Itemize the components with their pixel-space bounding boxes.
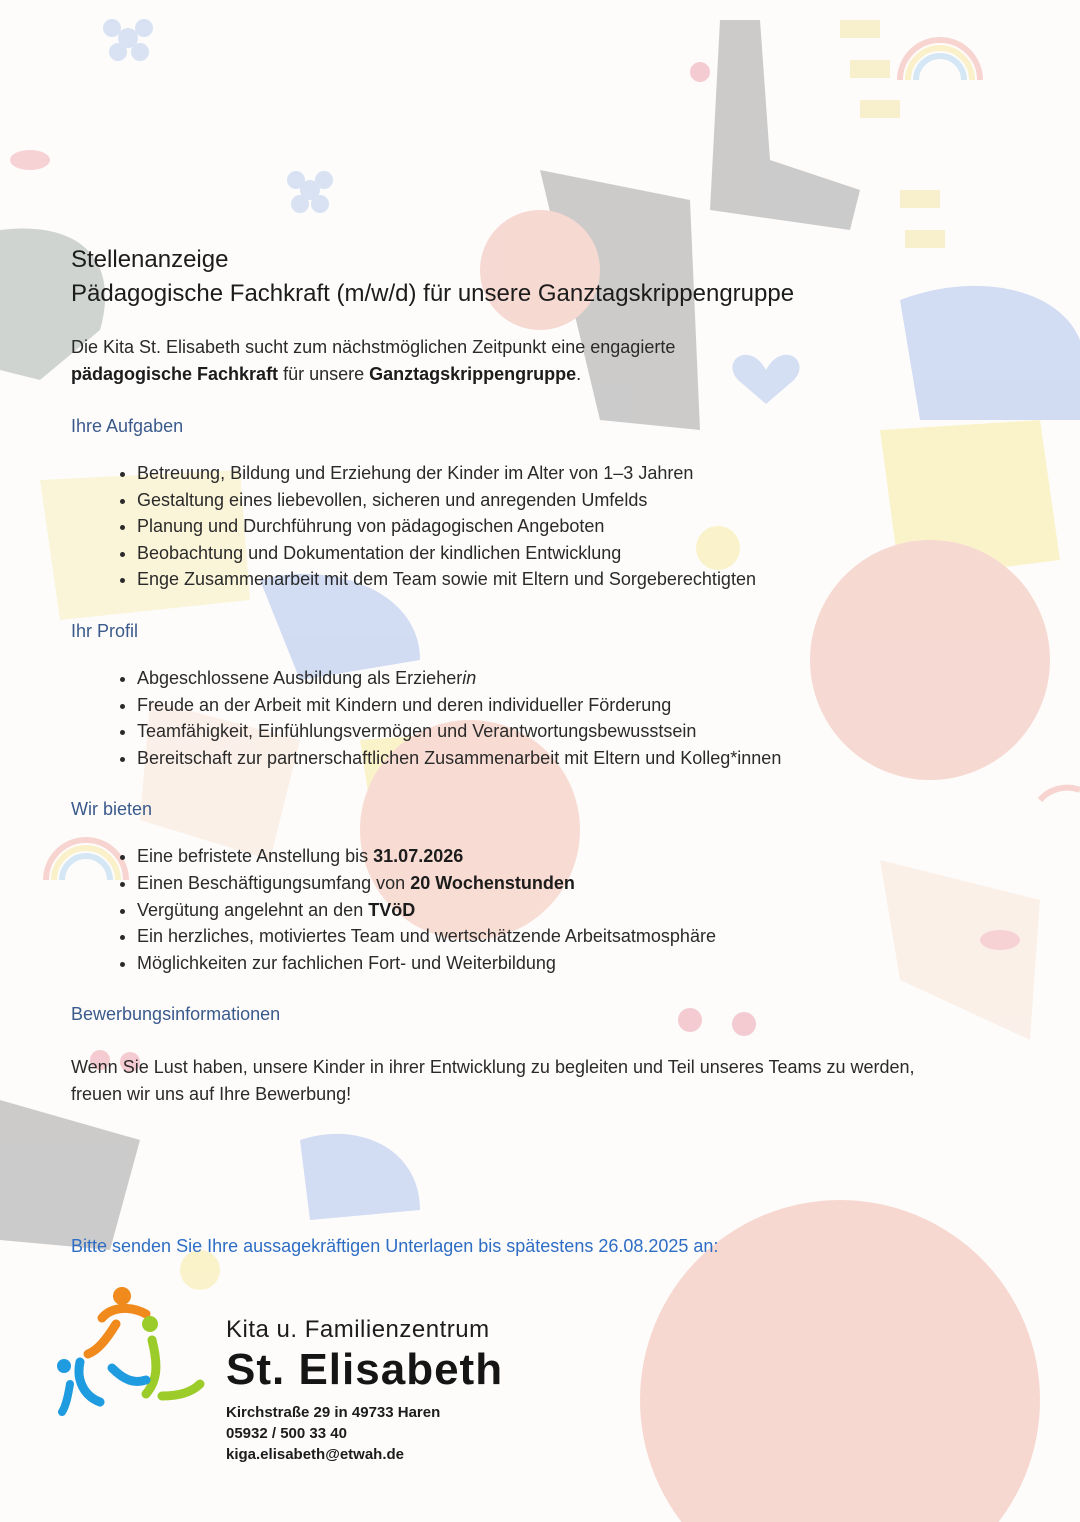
bieten-list (71, 843, 951, 976)
list-item: • Planung und Durchführung von pädagogischen Angeboten (137, 513, 951, 540)
phone: 05932 / 500 33 40 (226, 1425, 347, 1442)
section-heading-bieten: Wir bieten (71, 799, 153, 820)
list-item: • Einen Beschäftigungsumfang von 20 Wochenstunden (137, 870, 951, 897)
list-item: • Vergütung angelehnt an den TVöD (137, 897, 951, 924)
organization-type: Kita u. Familienzentrum (226, 1316, 490, 1343)
address: Kirchstraße 29 in 49733 Haren (226, 1404, 441, 1421)
closing-paragraph: Wenn Sie Lust haben, unsere Kinder in ihrer Entwicklung zu begleiten und Teil unseres Teams zu werden, freuen wir uns auf Ihre Bewerbung! (71, 1057, 915, 1105)
list-item: • Möglichkeiten zur fachlichen Fort- und Weiterbildung (137, 950, 951, 977)
contact-block (226, 1316, 503, 1465)
application-deadline-note: Bitte senden Sie Ihre aussagekräftigen Unterlagen bis spätestens 26.08.2025 an: (71, 1236, 719, 1256)
page-title: Pädagogische Fachkraft (m/w/d) für unsere Ganztagskrippengruppe (71, 280, 795, 307)
list-item: • Teamfähigkeit, Einfühlungsvermögen und Verantwortungsbewusstsein (137, 718, 951, 745)
list-item: • Ein herzliches, motiviertes Team und wertschätzende Arbeitsatmosphäre (137, 923, 951, 950)
list-item: • Betreuung, Bildung und Erziehung der Kinder im Alter von 1–3 Jahren (137, 460, 951, 487)
list-item: • Eine befristete Anstellung bis 31.07.2026 (137, 843, 951, 870)
section-heading-profil: Ihr Profil (71, 620, 139, 641)
ad-label: Stellenanzeige (71, 246, 229, 273)
profil-list (71, 665, 951, 771)
list-item: • Bereitschaft zur partnerschaftlichen Zusammenarbeit mit Eltern und Kolleg*innen (137, 745, 951, 772)
section-heading-bewerbung: Bewerbungsinformationen (71, 1004, 281, 1025)
list-item: • Enge Zusammenarbeit mit dem Team sowie mit Eltern und Sorgeberechtigten (137, 566, 951, 593)
flower-icon (287, 171, 333, 213)
list-item: • Beobachtung und Dokumentation der kindlichen Entwicklung (137, 540, 951, 567)
section-heading-aufgaben: Ihre Aufgaben (71, 416, 184, 436)
list-item: • Freude an der Arbeit mit Kindern und deren individueller Förderung (137, 692, 951, 719)
kita-logo-icon (50, 1284, 210, 1424)
flower-icon (103, 19, 153, 61)
list-item: • Gestaltung eines liebevollen, sicheren und anregenden Umfelds (137, 487, 951, 514)
list-item: • Abgeschlossene Ausbildung als Erzieherin (137, 665, 951, 692)
job-ad-content (71, 244, 951, 1108)
email: kiga.elisabeth@etwah.de (226, 1446, 405, 1463)
intro-paragraph: Die Kita St. Elisabeth sucht zum nächstmöglichen Zeitpunkt eine engagierte pädagogische Fachkraft für unsere Ganztagskrippengruppe. (71, 337, 676, 384)
aufgaben-list (71, 460, 951, 593)
organization-name: St. Elisabeth (226, 1345, 504, 1394)
